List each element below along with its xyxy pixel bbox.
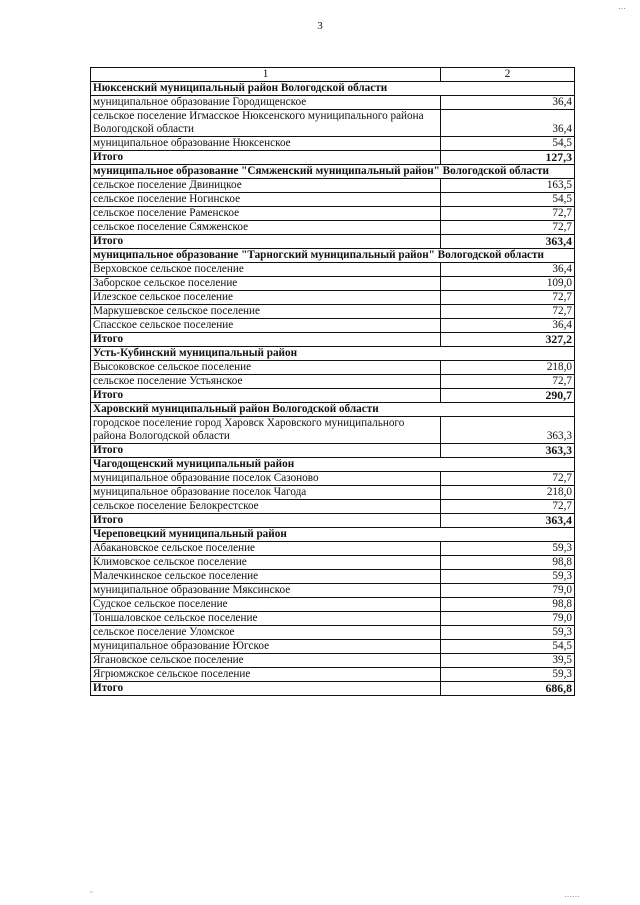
settlement-name: Илезское сельское поселение (91, 291, 441, 305)
allocation-value: 59,3 (441, 570, 575, 584)
total-row (91, 235, 575, 249)
allocation-value: 54,5 (441, 193, 575, 207)
allocation-value: 218,0 (441, 486, 575, 500)
district-header-row (91, 347, 575, 361)
table-row (91, 291, 575, 305)
allocation-value: 59,3 (441, 542, 575, 556)
district-header-row (91, 165, 575, 179)
district-header-row (91, 403, 575, 417)
table-row (91, 612, 575, 626)
allocation-value: 54,5 (441, 640, 575, 654)
settlement-name: Высоковское сельское поселение (91, 361, 441, 375)
allocation-value: 72,7 (441, 221, 575, 235)
table-row (91, 500, 575, 514)
settlement-name: муниципальное образование Нюксенское (91, 137, 441, 151)
settlement-name: муниципальное образование Мяксинское (91, 584, 441, 598)
allocation-value: 79,0 (441, 612, 575, 626)
settlement-name: Верховское сельское поселение (91, 263, 441, 277)
total-row (91, 682, 575, 696)
table-row (91, 668, 575, 682)
allocation-value: 72,7 (441, 291, 575, 305)
allocation-value: 72,7 (441, 375, 575, 389)
total-row (91, 444, 575, 458)
district-header-row (91, 458, 575, 472)
total-value: 127,3 (441, 151, 575, 165)
table-row (91, 305, 575, 319)
table-row (91, 486, 575, 500)
district-header-row (91, 82, 575, 96)
allocation-value: 109,0 (441, 277, 575, 291)
total-value: 363,4 (441, 514, 575, 528)
allocation-value: 72,7 (441, 305, 575, 319)
total-row (91, 514, 575, 528)
district-name: Нюксенский муниципальный район Вологодской области (91, 82, 575, 96)
allocation-value: 59,3 (441, 668, 575, 682)
settlement-name: Спасское сельское поселение (91, 319, 441, 333)
allocation-value: 54,5 (441, 137, 575, 151)
settlement-name: Абакановское сельское поселение (91, 542, 441, 556)
district-name: Усть-Кубинский муниципальный район (91, 347, 575, 361)
total-label: Итого (91, 444, 441, 458)
corner-mark-top-right: … (618, 2, 626, 11)
allocation-value: 72,7 (441, 500, 575, 514)
table-row (91, 472, 575, 486)
table-body (91, 82, 575, 696)
allocation-value: 363,3 (441, 417, 575, 444)
settlement-name: Климовское сельское поселение (91, 556, 441, 570)
allocation-value: 218,0 (441, 361, 575, 375)
header-row (91, 68, 575, 82)
settlement-name: муниципальное образование Югское (91, 640, 441, 654)
table-row (91, 110, 575, 137)
total-value: 290,7 (441, 389, 575, 403)
corner-mark-bottom-left: ˜ (90, 890, 93, 899)
table-row (91, 570, 575, 584)
settlement-name: Маркушевское сельское поселение (91, 305, 441, 319)
table-row (91, 375, 575, 389)
allocation-value: 36,4 (441, 319, 575, 333)
settlement-name: сельское поселение Белокрестское (91, 500, 441, 514)
table-row (91, 542, 575, 556)
allocation-table (90, 67, 575, 696)
settlement-name: муниципальное образование Городищенское (91, 96, 441, 110)
allocation-value: 36,4 (441, 110, 575, 137)
allocation-value: 98,8 (441, 556, 575, 570)
settlement-name: сельское поселение Ногинское (91, 193, 441, 207)
total-value: 363,4 (441, 235, 575, 249)
total-label: Итого (91, 682, 441, 696)
table-row (91, 417, 575, 444)
table-row (91, 598, 575, 612)
total-label: Итого (91, 235, 441, 249)
allocation-value: 39,5 (441, 654, 575, 668)
settlement-name: сельское поселение Раменское (91, 207, 441, 221)
district-name: Харовский муниципальный район Вологодской области (91, 403, 575, 417)
settlement-name: сельское поселение Игмасское Нюксенского муниципального района Вологодской области (91, 110, 441, 137)
page-number: 3 (317, 20, 323, 32)
settlement-name: Судское сельское поселение (91, 598, 441, 612)
settlement-name: Ягрюмжское сельское поселение (91, 668, 441, 682)
total-value: 686,8 (441, 682, 575, 696)
total-label: Итого (91, 151, 441, 165)
column-header: 1 (91, 68, 441, 82)
settlement-name: сельское поселение Сямженское (91, 221, 441, 235)
total-row (91, 389, 575, 403)
total-value: 327,2 (441, 333, 575, 347)
settlement-name: сельское поселение Устьянское (91, 375, 441, 389)
settlement-name: сельское поселение Двиницкое (91, 179, 441, 193)
corner-mark-bottom-right: …… (564, 890, 580, 899)
table-row (91, 319, 575, 333)
district-name: Чагодощенский муниципальный район (91, 458, 575, 472)
total-row (91, 151, 575, 165)
district-name: Череповецкий муниципальный район (91, 528, 575, 542)
table-row (91, 137, 575, 151)
allocation-value: 36,4 (441, 263, 575, 277)
allocation-value: 59,3 (441, 626, 575, 640)
column-header: 2 (441, 68, 575, 82)
settlement-name: Заборское сельское поселение (91, 277, 441, 291)
settlement-name: городское поселение город Харовск Харовского муниципального района Вологодской области (91, 417, 441, 444)
allocation-value: 79,0 (441, 584, 575, 598)
table-row (91, 179, 575, 193)
table-row (91, 193, 575, 207)
allocation-value: 36,4 (441, 96, 575, 110)
settlement-name: сельское поселение Уломское (91, 626, 441, 640)
settlement-name: Малечкинское сельское поселение (91, 570, 441, 584)
district-name: муниципальное образование "Сямженский муниципальный район" Вологодской области (91, 165, 575, 179)
total-row (91, 333, 575, 347)
district-header-row (91, 249, 575, 263)
table-row (91, 640, 575, 654)
settlement-name: Ягановское сельское поселение (91, 654, 441, 668)
total-value: 363,3 (441, 444, 575, 458)
table-row (91, 584, 575, 598)
district-name: муниципальное образование "Тарногский муниципальный район" Вологодской области (91, 249, 575, 263)
district-header-row (91, 528, 575, 542)
allocation-value: 163,5 (441, 179, 575, 193)
table-row (91, 221, 575, 235)
total-label: Итого (91, 514, 441, 528)
total-label: Итого (91, 389, 441, 403)
allocation-value: 98,8 (441, 598, 575, 612)
table-row (91, 556, 575, 570)
table-row (91, 277, 575, 291)
table-row (91, 96, 575, 110)
settlement-name: Тоншаловское сельское поселение (91, 612, 441, 626)
settlement-name: муниципальное образование поселок Чагода (91, 486, 441, 500)
table-row (91, 207, 575, 221)
total-label: Итого (91, 333, 441, 347)
settlement-name: муниципальное образование поселок Сазоново (91, 472, 441, 486)
table-row (91, 626, 575, 640)
table-row (91, 361, 575, 375)
table-row (91, 654, 575, 668)
allocation-value: 72,7 (441, 472, 575, 486)
allocation-value: 72,7 (441, 207, 575, 221)
table-row (91, 263, 575, 277)
